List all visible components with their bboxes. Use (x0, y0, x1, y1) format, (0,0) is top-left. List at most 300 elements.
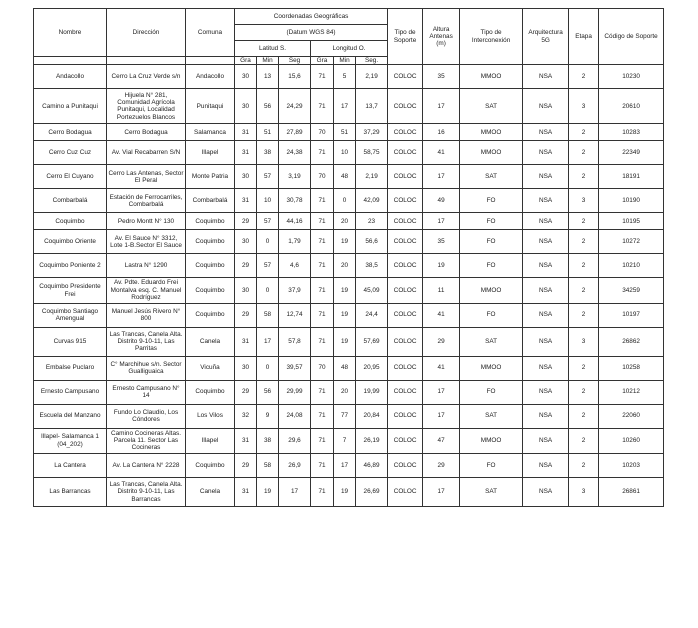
cell-altura: 17 (423, 380, 460, 404)
cell-arquitectura: NSA (523, 356, 569, 380)
header-latitud: Latitud S. (235, 41, 311, 57)
table-row (34, 453, 664, 477)
cell-codigo: 10203 (599, 453, 664, 477)
cell-altura: 41 (423, 356, 460, 380)
cell-lat-gra: 31 (235, 189, 257, 213)
cell-altura: 49 (423, 189, 460, 213)
cell-comuna: Coquimbo (186, 453, 235, 477)
cell-etapa: 2 (569, 254, 599, 278)
cell-altura: 47 (423, 428, 460, 453)
table-header (34, 9, 664, 65)
cell-lon-seg: 13,7 (356, 89, 388, 124)
cell-nombre: Camino a Punitaqui (34, 89, 107, 124)
cell-nombre: Cerro El Cuyano (34, 165, 107, 189)
cell-etapa: 2 (569, 213, 599, 230)
cell-lat-gra: 29 (235, 303, 257, 327)
cell-lat-min: 9 (257, 404, 279, 428)
cell-interconexion: FO (460, 303, 523, 327)
cell-lat-seg: 24,29 (279, 89, 311, 124)
table-row (34, 477, 664, 506)
cell-etapa: 2 (569, 404, 599, 428)
cell-soporte: COLOC (388, 428, 423, 453)
cell-lat-gra: 29 (235, 380, 257, 404)
cell-altura: 29 (423, 453, 460, 477)
cell-soporte: COLOC (388, 189, 423, 213)
cell-lon-min: 20 (334, 380, 356, 404)
cell-etapa: 2 (569, 230, 599, 254)
cell-lat-seg: 15,6 (279, 65, 311, 89)
cell-arquitectura: NSA (523, 165, 569, 189)
cell-lon-gra: 71 (311, 303, 334, 327)
cell-lon-gra: 70 (311, 124, 334, 141)
cell-altura: 17 (423, 165, 460, 189)
cell-nombre: Coquimbo Oriente (34, 230, 107, 254)
cell-direccion: Cerro Bodagua (107, 124, 186, 141)
cell-lat-seg: 57,8 (279, 327, 311, 356)
cell-comuna: Los Vilos (186, 404, 235, 428)
cell-direccion: Camino Cocineras Altas. Parcela 11. Sector Las Cocineras (107, 428, 186, 453)
header-datum: (Datum WGS 84) (235, 25, 388, 41)
cell-comuna: Canela (186, 327, 235, 356)
cell-arquitectura: NSA (523, 89, 569, 124)
cell-lat-seg: 24,38 (279, 141, 311, 165)
cell-lon-gra: 71 (311, 278, 334, 303)
cell-codigo: 10190 (599, 189, 664, 213)
cell-arquitectura: NSA (523, 213, 569, 230)
cell-lon-seg: 46,89 (356, 453, 388, 477)
cell-codigo: 22060 (599, 404, 664, 428)
cell-interconexion: MMOO (460, 124, 523, 141)
cell-nombre: Combarbalá (34, 189, 107, 213)
cell-codigo: 10195 (599, 213, 664, 230)
cell-lat-gra: 30 (235, 165, 257, 189)
cell-lon-gra: 71 (311, 141, 334, 165)
cell-lon-seg: 57,69 (356, 327, 388, 356)
cell-soporte: COLOC (388, 303, 423, 327)
cell-soporte: COLOC (388, 327, 423, 356)
cell-soporte: COLOC (388, 477, 423, 506)
cell-codigo: 10230 (599, 65, 664, 89)
cell-soporte: COLOC (388, 65, 423, 89)
cell-arquitectura: NSA (523, 477, 569, 506)
cell-lon-min: 17 (334, 453, 356, 477)
cell-lat-gra: 31 (235, 124, 257, 141)
cell-lon-seg: 2,19 (356, 65, 388, 89)
cell-lon-min: 7 (334, 428, 356, 453)
cell-nombre: Coquimbo (34, 213, 107, 230)
table-row (34, 303, 664, 327)
cell-altura: 16 (423, 124, 460, 141)
cell-lon-min: 20 (334, 213, 356, 230)
cell-codigo: 20610 (599, 89, 664, 124)
table-body (34, 65, 664, 506)
cell-altura: 35 (423, 230, 460, 254)
cell-interconexion: FO (460, 380, 523, 404)
cell-lat-seg: 1,79 (279, 230, 311, 254)
cell-etapa: 2 (569, 278, 599, 303)
cell-etapa: 3 (569, 189, 599, 213)
header-lon-seg: Seg. (356, 57, 388, 65)
cell-lon-gra: 71 (311, 453, 334, 477)
header-altura: Altura Antenas (m) (423, 9, 460, 65)
header-codigo: Código de Soporte (599, 9, 664, 65)
header-lon-gra: Gra (311, 57, 334, 65)
cell-lat-min: 38 (257, 141, 279, 165)
cell-lon-min: 17 (334, 89, 356, 124)
cell-altura: 41 (423, 141, 460, 165)
cell-direccion: Hijuela N° 281, Comunidad Agrícola Punitaqui, Localidad Portezuelos Blancos (107, 89, 186, 124)
cell-lat-seg: 3,19 (279, 165, 311, 189)
cell-lon-min: 19 (334, 327, 356, 356)
cell-lon-gra: 71 (311, 380, 334, 404)
cell-lon-min: 20 (334, 254, 356, 278)
cell-lat-seg: 24,08 (279, 404, 311, 428)
header-coordenadas: Coordenadas Geográficas (235, 9, 388, 25)
cell-codigo: 10210 (599, 254, 664, 278)
cell-comuna: Illapel (186, 141, 235, 165)
cell-lat-gra: 32 (235, 404, 257, 428)
cell-lat-seg: 26,9 (279, 453, 311, 477)
cell-interconexion: FO (460, 213, 523, 230)
cell-arquitectura: NSA (523, 380, 569, 404)
header-comuna: Comuna (186, 9, 235, 57)
cell-comuna: Salamanca (186, 124, 235, 141)
document-page (33, 8, 663, 507)
cell-arquitectura: NSA (523, 124, 569, 141)
cell-lat-min: 19 (257, 477, 279, 506)
cell-nombre: Cerro Cuz Cuz (34, 141, 107, 165)
cell-altura: 17 (423, 89, 460, 124)
cell-lon-gra: 71 (311, 327, 334, 356)
cell-lat-gra: 30 (235, 65, 257, 89)
cell-lat-min: 56 (257, 380, 279, 404)
cell-lat-min: 0 (257, 356, 279, 380)
cell-lat-min: 0 (257, 230, 279, 254)
cell-comuna: Coquimbo (186, 380, 235, 404)
cell-lat-min: 51 (257, 124, 279, 141)
cell-comuna: Coquimbo (186, 230, 235, 254)
cell-lon-min: 51 (334, 124, 356, 141)
cell-interconexion: FO (460, 230, 523, 254)
cell-altura: 29 (423, 327, 460, 356)
cell-altura: 35 (423, 65, 460, 89)
table-row (34, 124, 664, 141)
cell-codigo: 10197 (599, 303, 664, 327)
cell-lat-min: 57 (257, 165, 279, 189)
cell-soporte: COLOC (388, 213, 423, 230)
cell-lon-gra: 70 (311, 165, 334, 189)
cell-comuna: Monte Patria (186, 165, 235, 189)
cell-nombre: Coquimbo Santiago Amengual (34, 303, 107, 327)
cell-soporte: COLOC (388, 124, 423, 141)
header-lat-seg: Seg (279, 57, 311, 65)
cell-lat-gra: 31 (235, 428, 257, 453)
cell-lon-seg: 24,4 (356, 303, 388, 327)
cell-lon-gra: 71 (311, 404, 334, 428)
cell-lon-min: 19 (334, 303, 356, 327)
cell-codigo: 10212 (599, 380, 664, 404)
cell-direccion: Av. La Cantera N° 2228 (107, 453, 186, 477)
table-row (34, 89, 664, 124)
cell-arquitectura: NSA (523, 404, 569, 428)
cell-direccion: Pedro Montt N° 130 (107, 213, 186, 230)
cell-codigo: 26861 (599, 477, 664, 506)
cell-lat-seg: 4,6 (279, 254, 311, 278)
table-row (34, 141, 664, 165)
cell-nombre: Ernesto Campusano (34, 380, 107, 404)
header-longitud: Longitud O. (311, 41, 388, 57)
cell-lon-seg: 26,69 (356, 477, 388, 506)
cell-lon-seg: 58,75 (356, 141, 388, 165)
cell-lon-gra: 71 (311, 428, 334, 453)
cell-etapa: 2 (569, 165, 599, 189)
cell-lat-seg: 44,16 (279, 213, 311, 230)
cell-soporte: COLOC (388, 380, 423, 404)
cell-lon-seg: 20,84 (356, 404, 388, 428)
cell-lon-seg: 42,09 (356, 189, 388, 213)
header-spacer (186, 57, 235, 65)
cell-interconexion: SAT (460, 477, 523, 506)
cell-lat-gra: 30 (235, 278, 257, 303)
header-direccion: Dirección (107, 9, 186, 57)
cell-lon-seg: 2,19 (356, 165, 388, 189)
cell-lon-gra: 71 (311, 477, 334, 506)
cell-etapa: 2 (569, 65, 599, 89)
cell-direccion: Lastra N° 1290 (107, 254, 186, 278)
table-row (34, 327, 664, 356)
cell-comuna: Coquimbo (186, 278, 235, 303)
cell-interconexion: MMOO (460, 356, 523, 380)
table-row (34, 356, 664, 380)
header-tipo-soporte: Tipo de Soporte (388, 9, 423, 65)
cell-lon-min: 10 (334, 141, 356, 165)
cell-soporte: COLOC (388, 141, 423, 165)
cell-soporte: COLOC (388, 165, 423, 189)
cell-lon-seg: 19,99 (356, 380, 388, 404)
table-row (34, 254, 664, 278)
cell-soporte: COLOC (388, 254, 423, 278)
cell-nombre: Coquimbo Poniente 2 (34, 254, 107, 278)
cell-direccion: Av. Vial Recabarren S/N (107, 141, 186, 165)
cell-lat-min: 58 (257, 303, 279, 327)
header-lat-gra: Gra (235, 57, 257, 65)
cell-lat-seg: 37,9 (279, 278, 311, 303)
cell-lat-gra: 30 (235, 356, 257, 380)
cell-nombre: Andacollo (34, 65, 107, 89)
cell-comuna: Coquimbo (186, 254, 235, 278)
cell-lat-gra: 31 (235, 327, 257, 356)
cell-arquitectura: NSA (523, 278, 569, 303)
cell-arquitectura: NSA (523, 327, 569, 356)
header-nombre: Nombre (34, 9, 107, 57)
cell-altura: 17 (423, 213, 460, 230)
cell-nombre: Curvas 915 (34, 327, 107, 356)
cell-nombre: Illapel- Salamanca 1 (04_202) (34, 428, 107, 453)
cell-lat-gra: 31 (235, 141, 257, 165)
cell-comuna: Punitaqui (186, 89, 235, 124)
cell-soporte: COLOC (388, 89, 423, 124)
cell-arquitectura: NSA (523, 453, 569, 477)
cell-lat-min: 56 (257, 89, 279, 124)
cell-soporte: COLOC (388, 404, 423, 428)
cell-altura: 17 (423, 404, 460, 428)
cell-etapa: 2 (569, 356, 599, 380)
cell-interconexion: SAT (460, 327, 523, 356)
cell-comuna: Illapel (186, 428, 235, 453)
cell-lon-min: 5 (334, 65, 356, 89)
table-row (34, 278, 664, 303)
cell-lat-seg: 12,74 (279, 303, 311, 327)
cell-lat-seg: 30,78 (279, 189, 311, 213)
cell-arquitectura: NSA (523, 189, 569, 213)
cell-lat-min: 58 (257, 453, 279, 477)
cell-lat-min: 17 (257, 327, 279, 356)
cell-lat-min: 13 (257, 65, 279, 89)
cell-etapa: 2 (569, 453, 599, 477)
cell-lon-gra: 71 (311, 230, 334, 254)
cell-interconexion: MMOO (460, 65, 523, 89)
cell-interconexion: MMOO (460, 141, 523, 165)
cell-arquitectura: NSA (523, 65, 569, 89)
cell-lon-gra: 70 (311, 356, 334, 380)
cell-lat-gra: 31 (235, 477, 257, 506)
cell-lat-gra: 29 (235, 453, 257, 477)
cell-codigo: 18191 (599, 165, 664, 189)
cell-lat-min: 57 (257, 254, 279, 278)
header-lat-min: Min (257, 57, 279, 65)
cell-direccion: C° Marchihue s/n. Sector Gualliguaica (107, 356, 186, 380)
cell-comuna: Coquimbo (186, 213, 235, 230)
cell-etapa: 3 (569, 327, 599, 356)
cell-arquitectura: NSA (523, 303, 569, 327)
cell-lat-min: 57 (257, 213, 279, 230)
cell-soporte: COLOC (388, 356, 423, 380)
cell-direccion: Manuel Jesús Rivero N° 800 (107, 303, 186, 327)
cell-direccion: Fundo Lo Claudio, Los Cóndores (107, 404, 186, 428)
cell-lon-gra: 71 (311, 213, 334, 230)
table-row (34, 65, 664, 89)
cell-lat-seg: 27,89 (279, 124, 311, 141)
cell-altura: 19 (423, 254, 460, 278)
cell-lon-gra: 71 (311, 65, 334, 89)
cell-direccion: Av. El Sauce N° 3312, Lote 1-B.Sector El Sauce (107, 230, 186, 254)
cell-lon-seg: 38,5 (356, 254, 388, 278)
table-row (34, 428, 664, 453)
cell-nombre: Embalse Puclaro (34, 356, 107, 380)
cell-lon-min: 19 (334, 230, 356, 254)
table-row (34, 165, 664, 189)
table-row (34, 189, 664, 213)
cell-altura: 17 (423, 477, 460, 506)
cell-arquitectura: NSA (523, 230, 569, 254)
cell-lon-min: 19 (334, 477, 356, 506)
cell-lon-gra: 71 (311, 254, 334, 278)
cell-lat-min: 10 (257, 189, 279, 213)
header-spacer (107, 57, 186, 65)
cell-lon-seg: 23 (356, 213, 388, 230)
cell-altura: 11 (423, 278, 460, 303)
header-arquitectura: Arquitectura 5G (523, 9, 569, 65)
cell-lat-seg: 39,57 (279, 356, 311, 380)
cell-etapa: 3 (569, 477, 599, 506)
table-row (34, 230, 664, 254)
cell-arquitectura: NSA (523, 428, 569, 453)
header-tipo-interconexion: Tipo de Interconexión (460, 9, 523, 65)
cell-interconexion: SAT (460, 89, 523, 124)
cell-lon-seg: 20,95 (356, 356, 388, 380)
cell-interconexion: FO (460, 254, 523, 278)
cell-direccion: Las Trancas, Canela Alta. Distrito 9-10-11, Las Parritas (107, 327, 186, 356)
cell-nombre: Las Barrancas (34, 477, 107, 506)
header-spacer (34, 57, 107, 65)
header-etapa: Etapa (569, 9, 599, 65)
cell-comuna: Coquimbo (186, 303, 235, 327)
cell-lat-gra: 29 (235, 213, 257, 230)
cell-lat-min: 0 (257, 278, 279, 303)
cell-lon-min: 0 (334, 189, 356, 213)
cell-soporte: COLOC (388, 278, 423, 303)
cell-direccion: Ernesto Campusano N° 14 (107, 380, 186, 404)
cell-interconexion: MMOO (460, 428, 523, 453)
header-lon-min: Min (334, 57, 356, 65)
cell-interconexion: FO (460, 189, 523, 213)
cell-codigo: 10258 (599, 356, 664, 380)
cell-arquitectura: NSA (523, 141, 569, 165)
cell-codigo: 34259 (599, 278, 664, 303)
cell-etapa: 2 (569, 124, 599, 141)
cell-codigo: 26862 (599, 327, 664, 356)
cell-arquitectura: NSA (523, 254, 569, 278)
cell-codigo: 22349 (599, 141, 664, 165)
cell-lat-gra: 30 (235, 230, 257, 254)
cell-lat-seg: 17 (279, 477, 311, 506)
sites-table (33, 8, 664, 507)
cell-comuna: Canela (186, 477, 235, 506)
table-row (34, 213, 664, 230)
cell-etapa: 2 (569, 141, 599, 165)
cell-lon-gra: 71 (311, 189, 334, 213)
cell-etapa: 2 (569, 303, 599, 327)
cell-interconexion: FO (460, 453, 523, 477)
cell-direccion: Estación de Ferrocarriles, Combarbalá (107, 189, 186, 213)
cell-lon-min: 48 (334, 356, 356, 380)
cell-comuna: Combarbalá (186, 189, 235, 213)
cell-altura: 41 (423, 303, 460, 327)
cell-interconexion: SAT (460, 404, 523, 428)
cell-lon-min: 48 (334, 165, 356, 189)
cell-lon-seg: 26,19 (356, 428, 388, 453)
cell-lat-seg: 29,6 (279, 428, 311, 453)
cell-codigo: 10283 (599, 124, 664, 141)
cell-nombre: Coquimbo Presidente Frei (34, 278, 107, 303)
cell-nombre: La Cantera (34, 453, 107, 477)
cell-nombre: Escuela del Manzano (34, 404, 107, 428)
cell-codigo: 10272 (599, 230, 664, 254)
cell-lon-seg: 56,6 (356, 230, 388, 254)
cell-lon-seg: 45,09 (356, 278, 388, 303)
cell-direccion: Cerro La Cruz Verde s/n (107, 65, 186, 89)
cell-codigo: 10260 (599, 428, 664, 453)
cell-lat-min: 38 (257, 428, 279, 453)
cell-lon-seg: 37,29 (356, 124, 388, 141)
cell-etapa: 2 (569, 380, 599, 404)
cell-direccion: Las Trancas, Canela Alta. Distrito 9-10-11, Las Barrancas (107, 477, 186, 506)
cell-nombre: Cerro Bodagua (34, 124, 107, 141)
cell-soporte: COLOC (388, 230, 423, 254)
cell-etapa: 3 (569, 89, 599, 124)
cell-direccion: Cerro Las Antenas, Sector El Peral (107, 165, 186, 189)
cell-comuna: Andacollo (186, 65, 235, 89)
